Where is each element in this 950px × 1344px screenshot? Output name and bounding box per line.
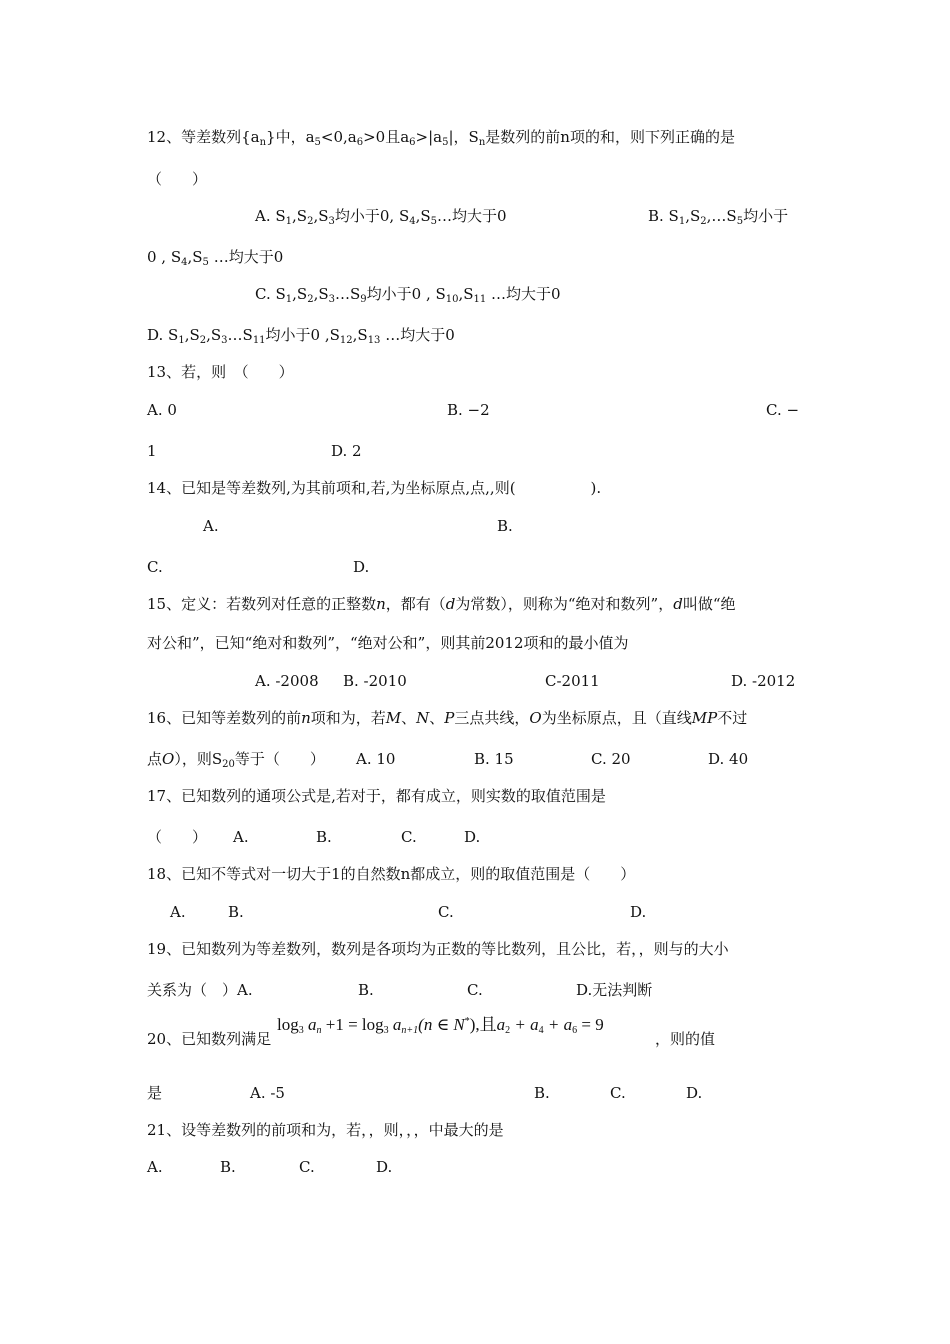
q14-option-d: D. bbox=[353, 558, 370, 576]
q15-option-b: B. -2010 bbox=[343, 672, 407, 690]
q12-answer-paren: （ ） bbox=[147, 170, 208, 188]
q17-option-d: D. bbox=[464, 828, 481, 846]
q17-option-b: B. bbox=[316, 828, 332, 846]
q13-option-b: B. −2 bbox=[447, 401, 490, 419]
q15-line1: 15、定义：若数列对任意的正整数n，都有（d为常数），则称为“绝对和数列”，d叫做“绝 bbox=[147, 595, 736, 613]
q20-option-b: B. bbox=[534, 1084, 550, 1102]
q18-option-c: C. bbox=[438, 903, 454, 921]
q19-option-d: D.无法判断 bbox=[576, 981, 653, 999]
q14-stem: 14、已知是等差数列,为其前项和,若,为坐标原点,点,,则( ). bbox=[147, 479, 602, 497]
q17-answer-paren: （ ） bbox=[147, 828, 208, 846]
q12-option-b: B. $S_1,S_2,\dots S_5$均小于 bbox=[648, 207, 789, 227]
q20-stem: 20、已知数列满足 bbox=[147, 1030, 272, 1048]
q21-option-a: A. bbox=[147, 1158, 163, 1176]
q14-option-b: B. bbox=[497, 517, 513, 535]
q13-option-c-cont: 1 bbox=[147, 442, 157, 460]
q15-line2: 对公和”，已知“绝对和数列”，“绝对公和”，则其前2012项和的最小值为 bbox=[147, 634, 629, 652]
q16-option-a: A. 10 bbox=[356, 750, 396, 768]
q16-option-b: B. 15 bbox=[474, 750, 514, 768]
q21-option-d: D. bbox=[376, 1158, 393, 1176]
q14-option-c: C. bbox=[147, 558, 163, 576]
q14-option-a: A. bbox=[203, 517, 219, 535]
q20-option-a: A. -5 bbox=[250, 1084, 285, 1102]
q18-option-a: A. bbox=[170, 903, 186, 921]
q17-option-c: C. bbox=[401, 828, 417, 846]
q12-option-b-cont: 0 , $S_4,S_5$ …均大于0 bbox=[147, 248, 284, 268]
q12-option-d: D. $S_1,S_2,S_3\dots S_{11}$均小于0 $,S_{12},S_{13}$ …均大于0 bbox=[147, 326, 455, 346]
q13-stem: 13、若，则 （ ） bbox=[147, 363, 294, 381]
q20-stem-tail: ，则的值 bbox=[655, 1030, 716, 1048]
q16-option-d: D. 40 bbox=[708, 750, 749, 768]
q18-option-b: B. bbox=[228, 903, 244, 921]
q20-option-c: C. bbox=[610, 1084, 626, 1102]
q20-line2: 是 bbox=[147, 1084, 163, 1102]
q17-stem: 17、已知数列的通项公式是,若对于，都有成立，则实数的取值范围是 bbox=[147, 787, 606, 805]
q16-option-c: C. 20 bbox=[591, 750, 631, 768]
q19-option-b: B. bbox=[358, 981, 374, 999]
q21-stem: 21、设等差数列的前项和为，若，，则，，，中最大的是 bbox=[147, 1121, 504, 1139]
q20-option-d: D. bbox=[686, 1084, 703, 1102]
q19-option-c: C. bbox=[467, 981, 483, 999]
q15-option-d: D. -2012 bbox=[731, 672, 796, 690]
q21-option-c: C. bbox=[299, 1158, 315, 1176]
q21-option-b: B. bbox=[220, 1158, 236, 1176]
q19-line2: 关系为（ ）A. bbox=[147, 981, 253, 999]
q15-option-c: C-2011 bbox=[545, 672, 600, 690]
q19-line1: 19、已知数列为等差数列，数列是各项均为正数的等比数列，且公比，若，，则与的大小 bbox=[147, 940, 729, 958]
q13-option-a: A. 0 bbox=[147, 401, 177, 419]
q15-option-a: A. -2008 bbox=[255, 672, 319, 690]
q16-line1: 16、已知等差数列的前n项和为，若M、N、P三点共线，O为坐标原点，且（直线MP不过 bbox=[147, 709, 748, 727]
q12-option-a: A. $S_1,S_2,S_3$均小于0, $S_4,S_5\dots$均大于0 bbox=[255, 207, 507, 227]
q20-formula: $\log_3 a_n +1 = \log_3 a_{n+1}(n$ ∈ N*),且$a_2 + a_4 + a_6 = 9$ bbox=[277, 1015, 604, 1036]
q17-option-a: A. bbox=[233, 828, 249, 846]
q12-option-c: C. $S_1,S_2,S_3\dots S_9$均小于0 , $S_{10},S_{11}$ …均大于0 bbox=[255, 285, 561, 305]
q18-option-d: D. bbox=[630, 903, 647, 921]
q13-option-d: D. 2 bbox=[331, 442, 362, 460]
q16-line2: 点O），则$S_{20}$等于（ ） bbox=[147, 750, 325, 770]
q13-option-c: C. − bbox=[766, 401, 800, 419]
q18-stem: 18、已知不等式对一切大于1的自然数n都成立，则的取值范围是（ ） bbox=[147, 865, 636, 883]
q12-stem: 12、等差数列$\{a_n\}$中，$a_5<0,a_6>0$且$a_6>|a_5|$，$S_n$是数列的前n项的和，则下列正确的是 bbox=[147, 128, 735, 148]
